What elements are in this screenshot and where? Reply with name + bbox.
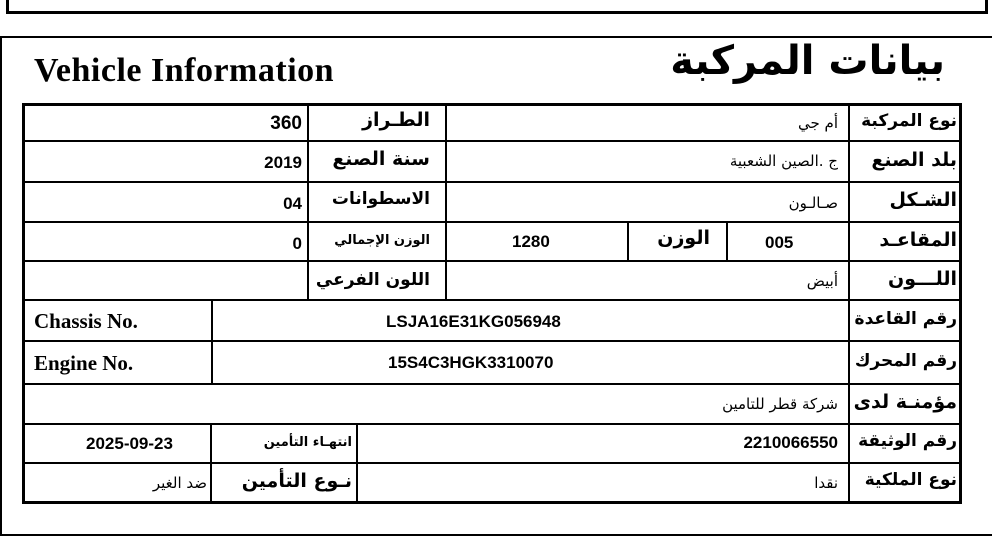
title-english: Vehicle Information (34, 52, 335, 89)
weight-label: الوزن (657, 227, 710, 249)
row-divider (22, 140, 962, 142)
seats-label: المقاعـد (879, 229, 957, 251)
vehicle-type-label: نوع المركبة (861, 111, 957, 131)
cylinders-value: 04 (283, 194, 302, 213)
cylinders-label: الاسطوانات (331, 189, 430, 209)
row-divider (22, 260, 962, 262)
weight-value: 1280 (512, 232, 550, 251)
sub-color-label: اللون الفرعي (315, 270, 430, 290)
color-value: أبيض (806, 272, 838, 290)
expiry-label: انتهـاء التأمين (263, 435, 352, 450)
row-divider (22, 221, 962, 223)
col-divider (848, 103, 850, 504)
insurance-type-label: نـوع التأمين (241, 470, 352, 492)
chassis-label-arabic: رقم القاعدة (854, 309, 957, 329)
col-divider (356, 423, 358, 504)
row-divider (22, 423, 962, 425)
previous-card-edge (6, 0, 988, 14)
shape-label: الشـكل (889, 189, 957, 211)
country-label: بلد الصنع (871, 149, 957, 171)
row-divider (22, 340, 962, 342)
col-divider (726, 221, 728, 262)
model-label: الطـراز (362, 109, 430, 131)
shape-value: صـالـون (788, 194, 838, 212)
gross-weight-value: 0 (292, 234, 302, 253)
ownership-label: نوع الملكية (864, 470, 957, 490)
ownership-value: نقدا (814, 474, 838, 492)
insurer-value: شركة قطر للتامين (722, 395, 838, 413)
col-divider (211, 299, 213, 385)
col-divider (210, 423, 212, 504)
gross-weight-label: الوزن الإجمالي (334, 233, 430, 248)
year-label: سنة الصنع (332, 148, 430, 170)
insurer-label: مؤمنـة لدى (853, 391, 957, 413)
row-divider (22, 181, 962, 183)
seats-value: 005 (765, 233, 794, 252)
row-divider (22, 383, 962, 385)
policy-value: 2210066550 (743, 433, 838, 452)
row-divider (22, 462, 962, 464)
model-value: 360 (270, 113, 302, 134)
chassis-label-english: Chassis No. (34, 309, 138, 333)
year-value: 2019 (264, 153, 302, 172)
country-value: ج .الصين الشعبية (729, 152, 838, 170)
col-divider (445, 103, 447, 301)
col-divider (307, 103, 309, 301)
insurance-type-value: ضد الغير (152, 474, 207, 492)
engine-label-english: Engine No. (34, 351, 134, 375)
chassis-value: LSJA16E31KG056948 (386, 312, 561, 331)
col-divider (627, 221, 629, 262)
title-arabic: بيانات المركبة (670, 38, 945, 84)
expiry-value: 2025-09-23 (86, 434, 173, 453)
row-divider (22, 299, 962, 301)
engine-label-arabic: رقم المحرك (854, 351, 957, 371)
policy-label: رقم الوثيقة (858, 431, 957, 451)
color-label: اللـــون (887, 268, 957, 290)
engine-value: 15S4C3HGK3310070 (388, 353, 554, 372)
vehicle-type-value: أم جي (798, 114, 838, 132)
